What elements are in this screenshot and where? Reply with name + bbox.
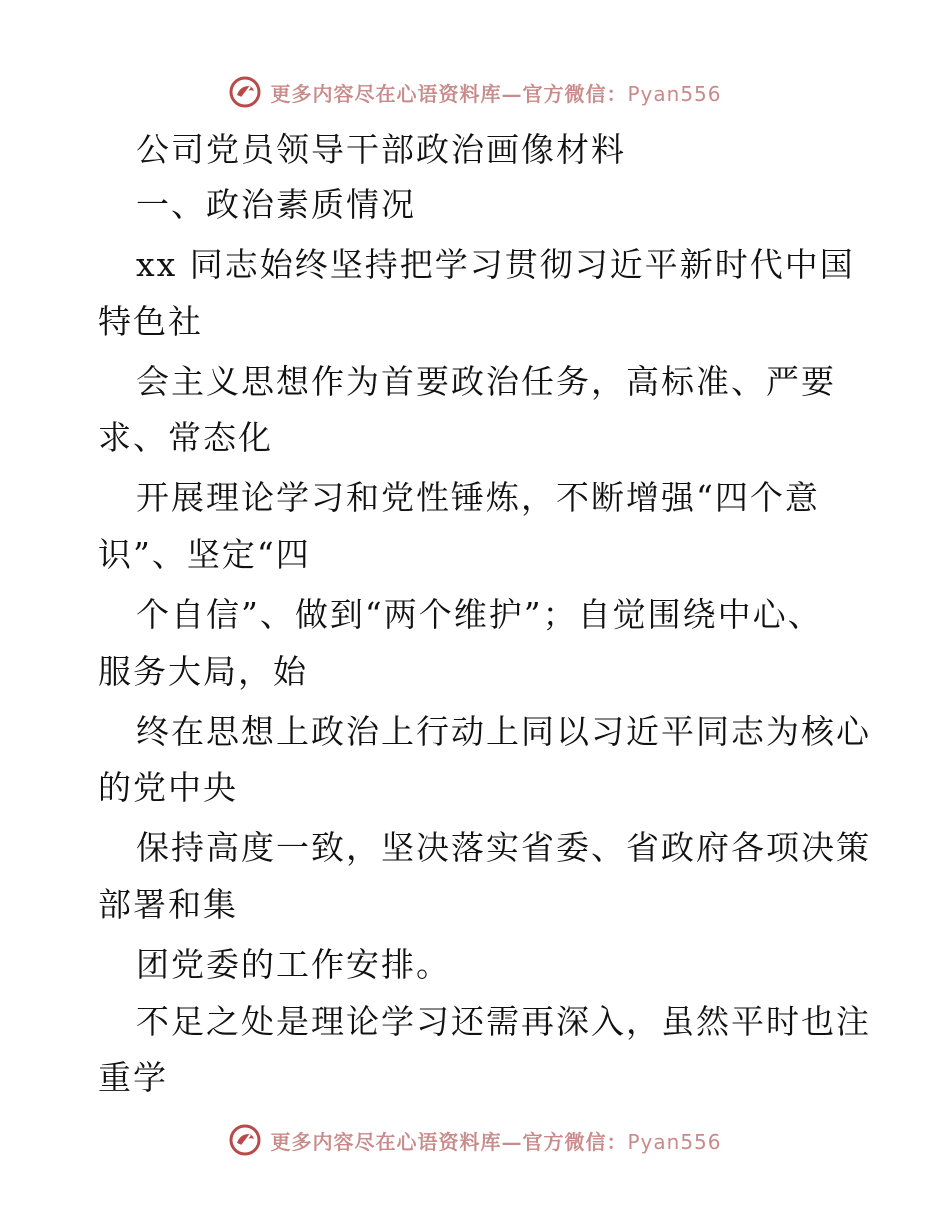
paragraph-line: 开展理论学习和党性锤炼，不断增强“四个意 [136, 478, 820, 517]
paragraph-line: 团党委的工作安排。 [136, 945, 451, 984]
paragraph-line: 不足之处是理论学习还需再深入，虽然平时也注 [136, 1002, 871, 1041]
red-swirl-logo-icon [228, 75, 262, 109]
paragraph-line: 部署和集 [98, 885, 238, 924]
paragraph-line: 求、常态化 [98, 418, 273, 457]
paragraph-line: 识”、坚定“四 [98, 535, 311, 574]
paragraph-line: 特色社 [98, 302, 203, 341]
paragraph-line: 重学 [98, 1058, 168, 1097]
paragraph-line: 服务大局，始 [98, 652, 308, 691]
footer-watermark [0, 1120, 950, 1160]
paragraph-line: 终在思想上政治上行动上同以习近平同志为核心 [136, 712, 871, 751]
paragraph-line: 的党中央 [98, 768, 238, 807]
header-watermark [0, 72, 950, 112]
watermark-wechat-id: Pyan556 [627, 1129, 722, 1154]
paragraph-line: 会主义思想作为首要政治任务，高标准、严要 [136, 362, 836, 401]
watermark-text: 更多内容尽在心语资料库—官方微信：Pyan556 [270, 81, 722, 106]
paragraph-line: 个自信”、做到“两个维护”；自觉围绕中心、 [136, 595, 823, 634]
paragraph-line: xx 同志始终坚持把学习贯彻习近平新时代中国 [136, 245, 855, 284]
watermark-text: 更多内容尽在心语资料库—官方微信：Pyan556 [270, 1129, 722, 1154]
paragraph-line: 保持高度一致，坚决落实省委、省政府各项决策 [136, 828, 871, 867]
section-heading: 一、政治素质情况 [136, 185, 416, 224]
document-title: 公司党员领导干部政治画像材料 [136, 130, 626, 169]
red-swirl-logo-icon [228, 1123, 262, 1157]
watermark-wechat-id: Pyan556 [627, 81, 722, 106]
